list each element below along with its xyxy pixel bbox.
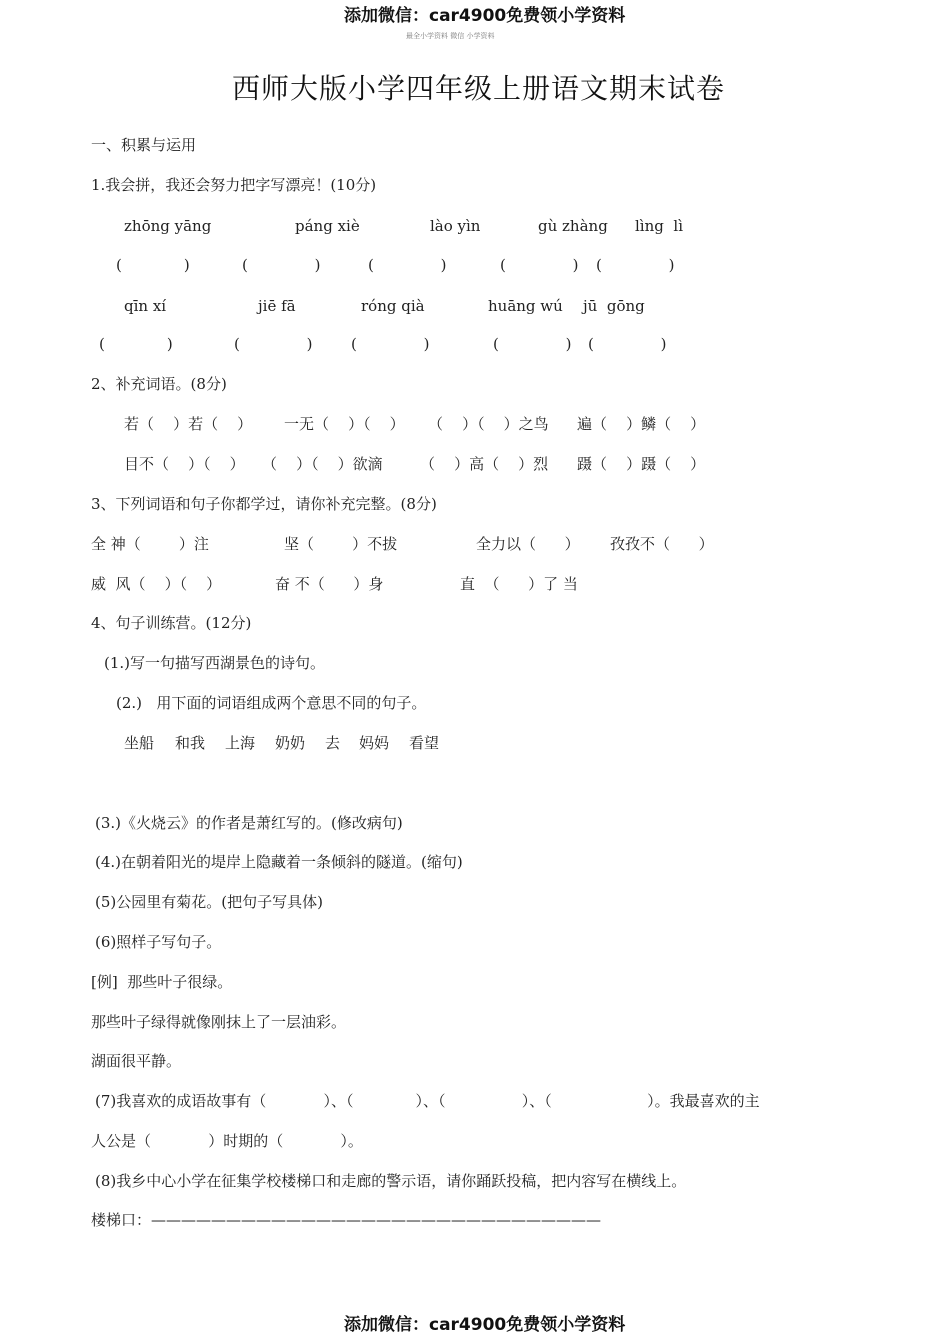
q3-heading: 3、下列词语和句子你都学过，请你补充完整。(8分) [91, 495, 437, 513]
idiom-blank: （ ）（ ）欲滴 [262, 455, 383, 473]
q1-heading: 1.我会拼，我还会努力把字写漂亮！(10分) [91, 176, 377, 194]
answer-bracket: ( ) [99, 335, 173, 353]
answer-bracket: ( ) [116, 256, 190, 274]
small-watermark: 最全小学资料 微信 小学资料 [406, 32, 495, 40]
q2-heading: 2、补充词语。(8分) [91, 375, 227, 393]
answer-bracket: ( ) [368, 256, 447, 274]
idiom-blank: 坚（ ）不拔 [284, 535, 398, 553]
sentence-task-2: (2.) 用下面的词语组成两个意思不同的句子。 [116, 694, 427, 712]
word-item: 和我 [175, 734, 206, 752]
idiom-blank: 全 神（ ）注 [91, 535, 209, 553]
idiom-blank: 蹑（ ）蹑（ ） [577, 455, 706, 473]
word-item: 去 [325, 734, 341, 752]
idiom-blank: 若（ ）若（ ） [124, 415, 253, 433]
task-sentence: 湖面很平静。 [91, 1052, 182, 1070]
sentence-task-4: (4.)在朝着阳光的堤岸上隐藏着一条倾斜的隧道。(缩句) [95, 853, 463, 871]
pinyin-item: qīn xí [124, 297, 167, 315]
idiom-blank: 奋 不（ ）身 [275, 575, 384, 593]
sentence-task-7-cont: 人公是（ ）时期的（ ）。 [91, 1132, 363, 1150]
sentence-task-3: (3.)《火烧云》的作者是萧红写的。(修改病句) [95, 814, 403, 832]
example-answer: 那些叶子绿得就像刚抹上了一层油彩。 [91, 1013, 347, 1031]
idiom-blank: （ ）高（ ）烈 [420, 455, 549, 473]
answer-bracket: ( ) [234, 335, 313, 353]
idiom-blank: 全力以（ ） [476, 535, 580, 553]
pinyin-item: lìng lì [635, 217, 683, 235]
idiom-blank: （ ）（ ）之鸟 [428, 415, 549, 433]
pinyin-item: jiē fā [258, 297, 296, 315]
word-item: 上海 [225, 734, 256, 752]
q4-heading: 4、句子训练营。(12分) [91, 614, 252, 632]
pinyin-item: jū gōng [583, 297, 645, 315]
pinyin-item: róng qià [361, 297, 425, 315]
sentence-task-5: (5)公园里有菊花。(把句子写具体) [95, 893, 323, 911]
answer-bracket: ( ) [596, 256, 675, 274]
word-item: 妈妈 [359, 734, 390, 752]
pinyin-item: páng xiè [295, 217, 360, 235]
idiom-blank: 遍（ ）鳞（ ） [577, 415, 706, 433]
bottom-banner: 添加微信：car4900免费领小学资料 [344, 1315, 626, 1335]
answer-bracket: ( ) [242, 256, 321, 274]
answer-bracket: ( ) [588, 335, 667, 353]
word-item: 看望 [409, 734, 440, 752]
page-title: 西师大版小学四年级上册语文期末试卷 [232, 72, 726, 105]
pinyin-item: gù zhàng [538, 217, 608, 235]
idiom-blank: 一无（ ）（ ） [284, 415, 405, 433]
word-item: 坐船 [124, 734, 155, 752]
section-heading: 一、积累与运用 [91, 136, 197, 154]
answer-bracket: ( ) [500, 256, 579, 274]
top-banner: 添加微信：car4900免费领小学资料 [344, 6, 626, 26]
idiom-blank: 目不（ ）（ ） [124, 455, 245, 473]
sentence-task-6: (6)照样子写句子。 [95, 933, 222, 951]
word-item: 奶奶 [275, 734, 306, 752]
pinyin-item: huāng wú [488, 297, 563, 315]
sentence-task-8: (8)我乡中心小学在征集学校楼梯口和走廊的警示语，请你踊跃投稿，把内容写在横线上。 [95, 1172, 687, 1190]
answer-bracket: ( ) [351, 335, 430, 353]
sentence-task-7: (7)我喜欢的成语故事有（ ）、（ ）、（ ）、（ ）。我最喜欢的主 [95, 1092, 760, 1110]
stair-answer-line: 楼梯口：—————————————————————————————— [91, 1211, 602, 1229]
idiom-blank: 孜孜不（ ） [610, 535, 714, 553]
example-label: [例] 那些叶子很绿。 [91, 973, 233, 991]
pinyin-item: lào yìn [430, 217, 481, 235]
idiom-blank: 直 （ ）了 当 [460, 575, 578, 593]
sentence-task-1: (1.)写一句描写西湖景色的诗句。 [104, 654, 326, 672]
pinyin-item: zhōng yāng [124, 217, 212, 235]
idiom-blank: 威 风（ ）（ ） [91, 575, 222, 593]
answer-bracket: ( ) [493, 335, 572, 353]
